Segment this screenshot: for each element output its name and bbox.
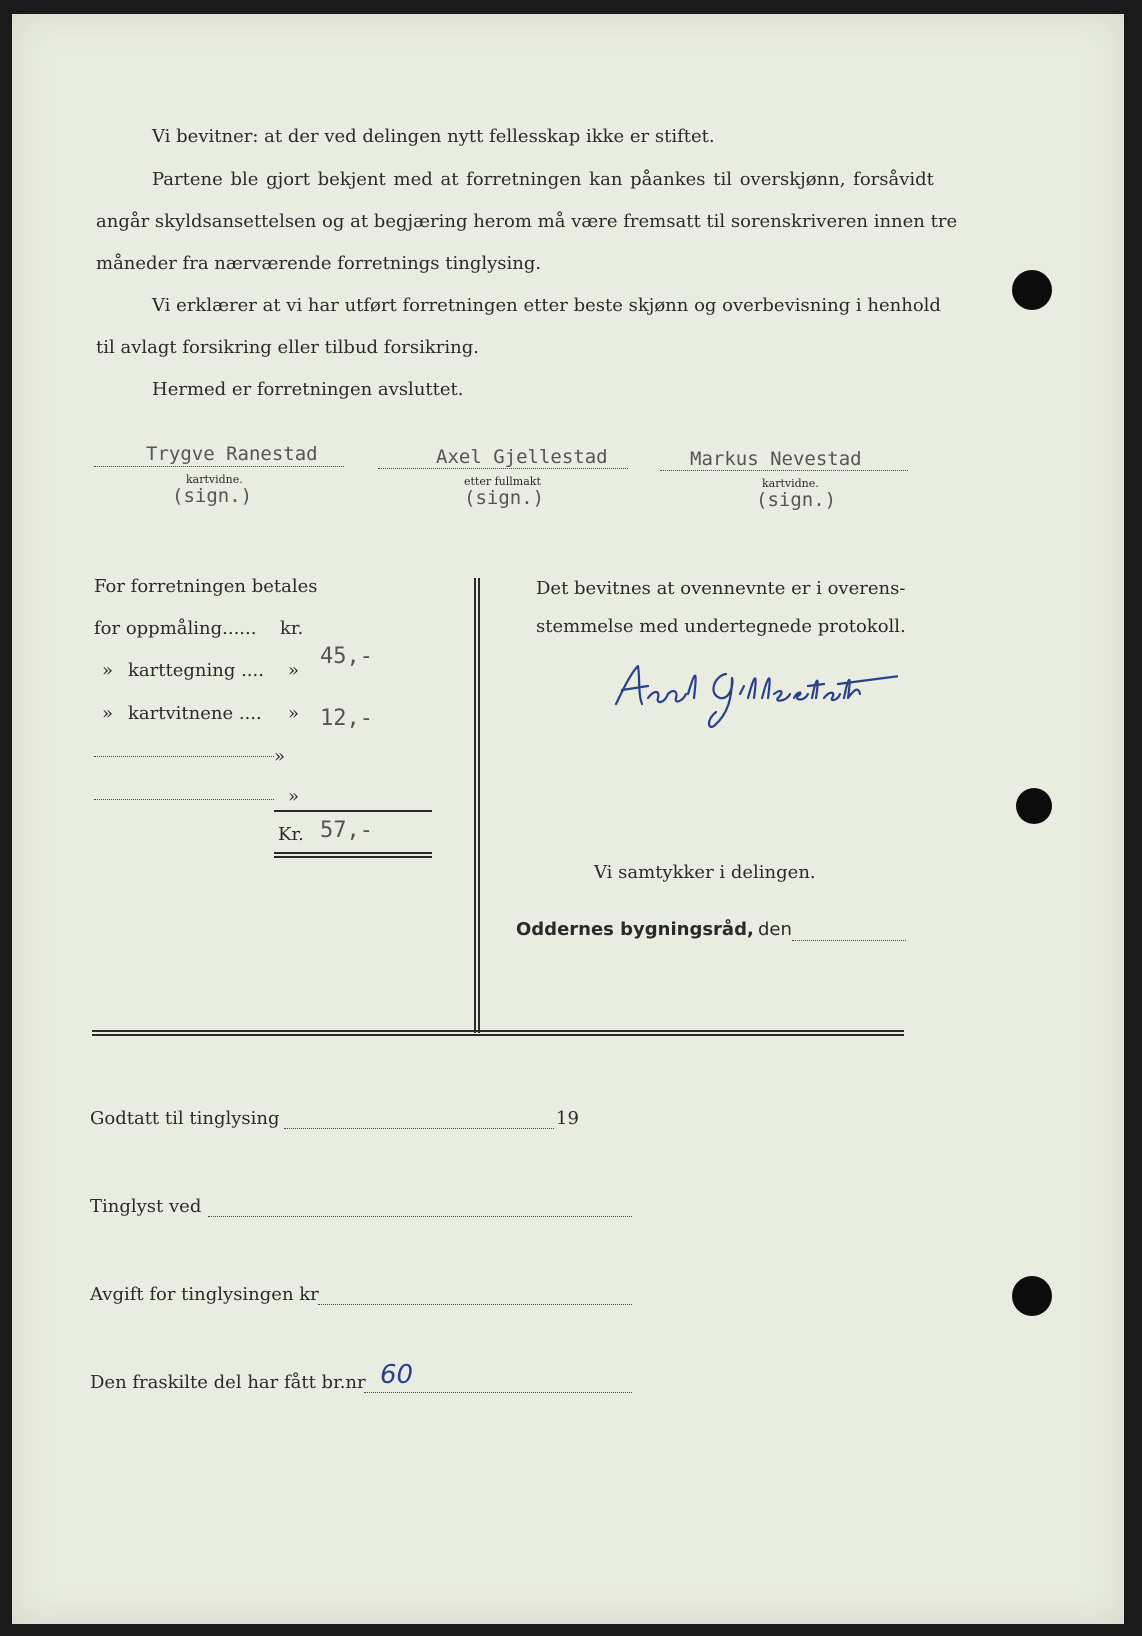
signature-sign-2: (sign.)	[464, 487, 545, 509]
fees-total-label: Kr.	[278, 824, 304, 845]
fees-heading: For forretningen betales	[94, 576, 318, 597]
text-line-6: til avlagt forsikring eller tilbud forsikring.	[96, 337, 479, 358]
fees-total-rule-2	[274, 856, 432, 858]
registration-tinglyst-line	[208, 1216, 632, 1217]
fee-row-2-label: karttegning ....	[128, 660, 264, 681]
signature-name-2: Axel Gjellestad	[436, 446, 608, 468]
document-page	[12, 14, 1124, 1624]
vertical-divider-1	[474, 578, 476, 1033]
punch-hole-middle	[1016, 788, 1052, 824]
fee-row-4-line	[94, 756, 274, 757]
attestation-line-1: Det bevitnes at ovennevnte er i overens-	[536, 578, 906, 599]
registration-avgift: Avgift for tinglysingen kr	[90, 1284, 319, 1305]
vertical-divider-2	[478, 578, 480, 1033]
consent-date-line	[792, 940, 906, 941]
registration-brnr-label: Den fraskilte del har fått br.nr	[90, 1372, 366, 1393]
fee-row-3-marker: »	[102, 703, 114, 724]
fee-row-1-value: 45,-	[320, 644, 373, 669]
fee-row-2-unit: »	[288, 660, 300, 681]
fee-row-2-marker: »	[102, 660, 114, 681]
signature-role-2: etter fullmakt	[464, 475, 541, 488]
fee-row-5-unit: »	[288, 786, 300, 807]
fee-row-5-line	[94, 799, 274, 800]
fee-row-3-value: 12,-	[320, 706, 373, 731]
fees-total-value: 57,-	[320, 818, 373, 843]
signature-sign-3: (sign.)	[756, 489, 837, 511]
text-line-4: måneder fra nærværende forretnings tinglysing.	[96, 253, 542, 274]
consent-authority: Oddernes bygningsråd,	[516, 919, 754, 940]
signature-line-2	[378, 468, 628, 469]
consent-den: den	[758, 919, 792, 940]
registration-tinglyst: Tinglyst ved	[90, 1196, 202, 1217]
fee-row-1-unit: kr.	[280, 618, 304, 639]
signature-line-1	[94, 466, 344, 467]
registration-godtatt-line	[284, 1128, 554, 1129]
signature-role-1: kartvidne.	[186, 473, 243, 486]
handwritten-signature-gjellestad	[608, 654, 898, 734]
text-line-5: Vi erklærer at vi har utført forretningen etter beste skjønn og overbevisning i henhold	[152, 295, 941, 316]
fee-row-3-label: kartvitnene ....	[128, 703, 262, 724]
registration-brnr-line	[364, 1392, 632, 1393]
fee-row-1-label: for oppmåling......	[94, 618, 257, 639]
signature-name-1: Trygve Ranestad	[146, 443, 318, 465]
text-line-3: angår skyldsansettelsen og at begjæring herom må være fremsatt til sorenskriveren innen tre	[96, 211, 958, 232]
horizontal-rule-1	[92, 1030, 904, 1032]
fees-sum-rule	[274, 810, 432, 812]
punch-hole-bottom	[1012, 1276, 1052, 1316]
signature-name-3: Markus Nevestad	[690, 448, 862, 470]
attestation-line-2: stemmelse med undertegnede protokoll.	[536, 616, 906, 637]
text-line-7: Hermed er forretningen avsluttet.	[152, 379, 464, 400]
fees-total-rule-1	[274, 852, 432, 854]
horizontal-rule-2	[92, 1034, 904, 1036]
registration-godtatt: Godtatt til tinglysing	[90, 1108, 280, 1129]
signature-line-3	[660, 470, 908, 471]
signature-sign-1: (sign.)	[172, 485, 253, 507]
text-line-1: Vi bevitner: at der ved delingen nytt fellesskap ikke er stiftet.	[152, 126, 715, 147]
signature-role-3: kartvidne.	[762, 477, 819, 490]
punch-hole-top	[1012, 270, 1052, 310]
registration-brnr-value: 60	[380, 1360, 414, 1390]
registration-avgift-line	[318, 1304, 632, 1305]
registration-year: 19	[556, 1108, 579, 1129]
text-line-2: Partene ble gjort bekjent med at forretningen kan påankes til overskjønn, forsåvidt	[152, 169, 934, 190]
consent-text: Vi samtykker i delingen.	[594, 862, 816, 883]
fee-row-3-unit: »	[288, 703, 300, 724]
fee-row-4-unit: »	[274, 746, 286, 767]
